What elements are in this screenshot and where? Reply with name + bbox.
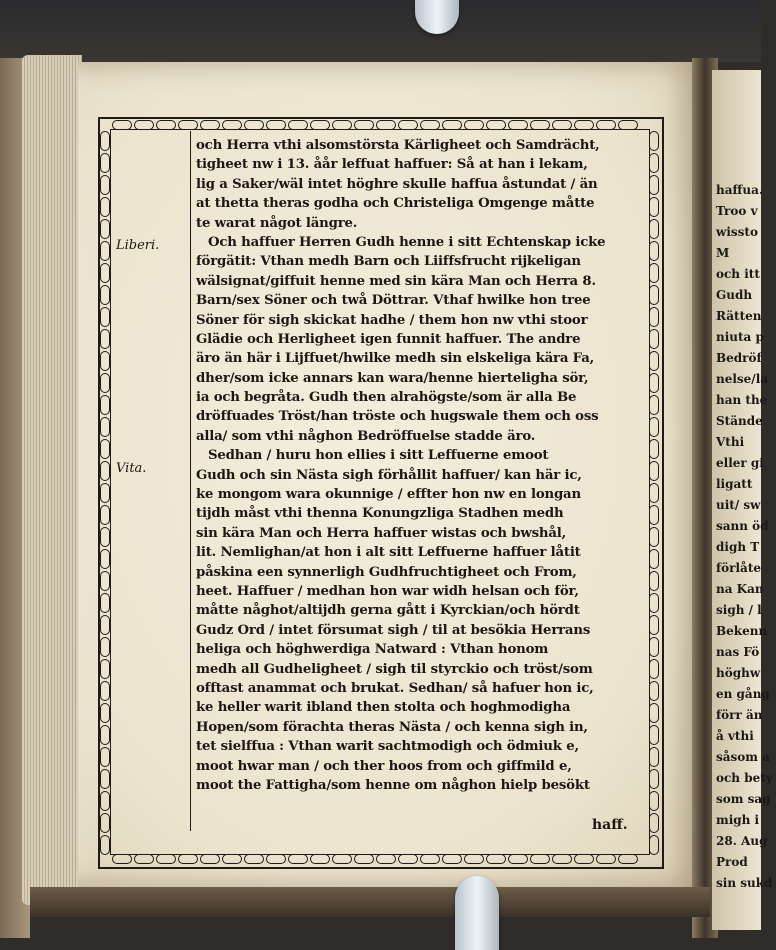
right-page-line: Gudh (716, 288, 753, 302)
chain-link (310, 854, 330, 864)
chain-link (100, 747, 110, 767)
chain-link (100, 131, 110, 151)
text-line: moot the Fattigha/som henne om någhon hielp besökt (196, 777, 590, 793)
right-page-line: digh T (716, 540, 760, 554)
chain-link (100, 307, 110, 327)
chain-link (649, 527, 659, 547)
text-line: tet sielffua : Vthan warit sachtmodigh och ödmiuk e, (196, 739, 579, 755)
chain-link (649, 329, 659, 349)
chain-link (649, 219, 659, 239)
text-line: lig a Saker/wäl intet höghre skulle haffua åstundat / än (196, 176, 598, 192)
chain-link (100, 219, 110, 239)
chain-link (100, 593, 110, 613)
right-page-line: uit/ sw (716, 498, 761, 512)
chain-link (649, 659, 659, 679)
chain-border-top (112, 119, 646, 131)
text-line: dröffuades Tröst/han tröste och hugswale them och oss (196, 409, 599, 425)
chain-link (649, 769, 659, 789)
chain-link (649, 549, 659, 569)
chain-link (649, 263, 659, 283)
chain-link (112, 854, 132, 864)
chain-link (649, 351, 659, 371)
right-page-line: sin sukd (716, 876, 773, 890)
chain-link (618, 120, 638, 130)
right-page-line: migh i (716, 813, 760, 827)
text-line: tijdh måst vthi thenna Konungzliga Stadhen medh (196, 506, 564, 522)
chain-link (618, 854, 638, 864)
chain-link (376, 120, 396, 130)
right-page-line: Bekenn (716, 624, 768, 638)
right-page-line: han the (716, 393, 768, 407)
text-line: Sedhan / huru hon ellies i sitt Leffuerne emoot (208, 448, 549, 464)
text-line: ke mongom wara okunnige / effter hon nw en longan (196, 487, 581, 503)
chain-link (354, 854, 374, 864)
text-line: Glädie och Herligheet igen funnit haffuer. The andre (196, 331, 581, 347)
chain-link (596, 854, 616, 864)
text-line: alla/ som vthi någhon Bedröffuelse stadde äro. (196, 428, 536, 444)
text-line: Hopen/som förachta theras Nästa / och kenna sigh in, (196, 719, 588, 735)
chain-link (649, 461, 659, 481)
text-line: Barn/sex Söner och twå Döttrar. Vthaf hwilke hon tree (196, 293, 591, 309)
chain-link (200, 854, 220, 864)
right-page-line: niuta p (716, 330, 764, 344)
chain-link (442, 854, 462, 864)
chain-link (649, 307, 659, 327)
page-stack-edges (22, 55, 82, 905)
chain-link (649, 505, 659, 525)
chain-link (100, 461, 110, 481)
chain-link (649, 285, 659, 305)
chain-link (649, 791, 659, 811)
right-page-line: såsom a (716, 750, 770, 764)
catchword: haff. (592, 817, 628, 833)
right-page-line: höghw (716, 666, 761, 680)
right-page-line: haffua. (716, 183, 764, 197)
chain-link (649, 483, 659, 503)
chain-link (100, 483, 110, 503)
chain-link (100, 813, 110, 833)
right-page-line: å vthi (716, 729, 754, 743)
right-page-text (716, 180, 776, 894)
chain-link (596, 120, 616, 130)
chain-link (100, 373, 110, 393)
chain-link (156, 120, 176, 130)
chain-link (464, 120, 484, 130)
chain-link (376, 854, 396, 864)
chain-link (649, 439, 659, 459)
chain-link (156, 854, 176, 864)
chain-link (649, 197, 659, 217)
chain-link (649, 703, 659, 723)
chain-link (100, 681, 110, 701)
chain-link (649, 417, 659, 437)
text-line: Och haffuer Herren Gudh henne i sitt Echtenskap icke (208, 234, 606, 250)
chain-link (332, 120, 352, 130)
chain-link (100, 769, 110, 789)
chain-link (398, 120, 418, 130)
right-page-line: wissto (716, 225, 758, 239)
chain-link (244, 120, 264, 130)
chain-link (100, 285, 110, 305)
right-page-line: nelse/la (716, 372, 769, 386)
chain-link (649, 637, 659, 657)
text-line: dher/som icke annars kan wara/henne hierteligha sör, (196, 370, 589, 386)
chain-link (486, 854, 506, 864)
text-line: sin kära Man och Herra haffuer wistas och bwshål, (196, 525, 567, 541)
text-line: Gudz Ord / intet försumat sigh / til at besökia Herrans (196, 622, 591, 638)
right-page-line: Vthi (716, 435, 745, 449)
chain-link (100, 351, 110, 371)
chain-link (552, 120, 572, 130)
chain-link (649, 835, 659, 855)
chain-link (649, 153, 659, 173)
chain-link (266, 854, 286, 864)
chain-link (574, 854, 594, 864)
chain-link (100, 263, 110, 283)
text-line: Gudh och sin Nästa sigh förhållit haffuer/ kan här ic, (196, 467, 582, 483)
chain-link (288, 854, 308, 864)
chain-link (649, 747, 659, 767)
right-page-line: Prod (716, 855, 748, 869)
chain-link (112, 120, 132, 130)
margin-note-liberi: Liberi. (116, 238, 160, 253)
chain-link (508, 120, 528, 130)
chain-link (100, 791, 110, 811)
text-line: måtte någhot/altijdh gerna gått i Kyrckian/och hördt (196, 603, 580, 619)
chain-link (552, 854, 572, 864)
chain-link (649, 241, 659, 261)
chain-link (288, 120, 308, 130)
text-line: heliga och höghwerdiga Natward : Vthan honom (196, 642, 549, 658)
chain-link (100, 835, 110, 855)
margin-rule (190, 131, 191, 831)
right-page-line: och itt (716, 267, 760, 281)
right-page-line: förlåte (716, 561, 761, 575)
chain-border-bottom (112, 853, 646, 865)
right-page (712, 70, 773, 930)
chain-link (100, 439, 110, 459)
text-line: wälsignat/giffuit henne med sin kära Man och Herra 8. (196, 273, 596, 289)
chain-link (649, 615, 659, 635)
right-page-line: förr än (716, 708, 763, 722)
text-line: ia och begråta. Gudh then alrahögste/som är alla Be (196, 390, 577, 406)
chain-link (354, 120, 374, 130)
text-line: förgätit: Vthan medh Barn och Liiffsfrucht rijkeligan (196, 254, 581, 270)
chain-link (178, 854, 198, 864)
chain-link (486, 120, 506, 130)
chain-link (100, 329, 110, 349)
body-text (196, 136, 630, 795)
chain-link (420, 120, 440, 130)
chain-link (649, 395, 659, 415)
chain-link (134, 854, 154, 864)
chain-link (508, 854, 528, 864)
chain-link (100, 659, 110, 679)
chain-link (310, 120, 330, 130)
chain-link (100, 153, 110, 173)
right-page-line: sigh / l (716, 603, 762, 617)
margin-note-vita: Vita. (116, 461, 147, 476)
right-page-line: nas Fö (716, 645, 760, 659)
chain-link (649, 681, 659, 701)
chain-link (649, 725, 659, 745)
chain-link (649, 131, 659, 151)
chain-link (100, 395, 110, 415)
chain-link (100, 505, 110, 525)
chain-link (222, 854, 242, 864)
chain-link (266, 120, 286, 130)
text-line: Söner för sigh skickat hadhe / them hon nw vthi stoor (196, 312, 588, 328)
chain-link (420, 854, 440, 864)
chain-link (100, 615, 110, 635)
chain-link (100, 175, 110, 195)
chain-link (100, 571, 110, 591)
chain-link (464, 854, 484, 864)
right-page-line: eller gi (716, 456, 764, 470)
text-line: påskina een synnerligh Gudhfruchtigheet och From, (196, 564, 577, 580)
right-page-line: na Kan (716, 582, 764, 596)
chain-link (200, 120, 220, 130)
chain-border-right (648, 131, 660, 853)
right-page-line: som sag (716, 792, 771, 806)
chain-link (649, 373, 659, 393)
right-page-line: en gång (716, 687, 770, 701)
right-page-line: och bety (716, 771, 773, 785)
chain-link (100, 703, 110, 723)
chain-link (222, 120, 242, 130)
page-clip-bottom (455, 876, 499, 950)
text-line: at thetta theras godha och Christeliga Omgenge måtte (196, 196, 595, 212)
right-page-line: Stände (716, 414, 763, 428)
right-page-line: ligatt (716, 477, 753, 491)
chain-link (530, 854, 550, 864)
chain-link (244, 854, 264, 864)
text-line: ke heller warit ibland then stolta och hoghmodigha (196, 700, 571, 716)
book-bottom-edge (30, 887, 710, 917)
chain-link (100, 549, 110, 569)
chain-link (649, 593, 659, 613)
text-line: äro än här i Lijffuet/hwilke medh sin elskeliga kära Fa, (196, 351, 595, 367)
chain-link (649, 571, 659, 591)
chain-link (100, 725, 110, 745)
right-page-line: Bedröf (716, 351, 762, 365)
chain-link (398, 854, 418, 864)
text-line: offtast anammat och brukat. Sedhan/ så hafuer hon ic, (196, 680, 594, 696)
chain-link (332, 854, 352, 864)
chain-link (100, 527, 110, 547)
right-page-line: Troo v (716, 204, 758, 218)
right-page-line: 28. Aug (716, 834, 768, 848)
chain-link (649, 813, 659, 833)
chain-border-left (99, 131, 111, 853)
text-line: medh all Gudheligheet / sigh til styrckio och tröst/som (196, 661, 593, 677)
scan-background (0, 0, 761, 62)
chain-link (178, 120, 198, 130)
right-page-line: M (716, 246, 730, 260)
chain-link (100, 637, 110, 657)
text-line: heet. Haffuer / medhan hon war widh helsan och för, (196, 583, 579, 599)
right-page-line: Rätten (716, 309, 762, 323)
chain-link (574, 120, 594, 130)
chain-link (100, 417, 110, 437)
chain-link (134, 120, 154, 130)
chain-link (100, 241, 110, 261)
text-line: och Herra vthi alsomstörsta Kärligheet och Samdrächt, (196, 138, 600, 153)
text-line: lit. Nemlighan/at hon i alt sitt Leffuerne haffuer låtit (196, 545, 581, 561)
text-line: tigheet nw i 13. åår leffuat haffuer: Så at han i lekam, (196, 157, 588, 173)
chain-link (530, 120, 550, 130)
text-line: te warat något längre. (196, 215, 358, 231)
chain-link (649, 175, 659, 195)
text-line: moot hwar man / och ther hoos from och giffmild e, (196, 758, 572, 774)
chain-link (100, 197, 110, 217)
right-page-line: sann öd (716, 519, 769, 533)
chain-link (442, 120, 462, 130)
